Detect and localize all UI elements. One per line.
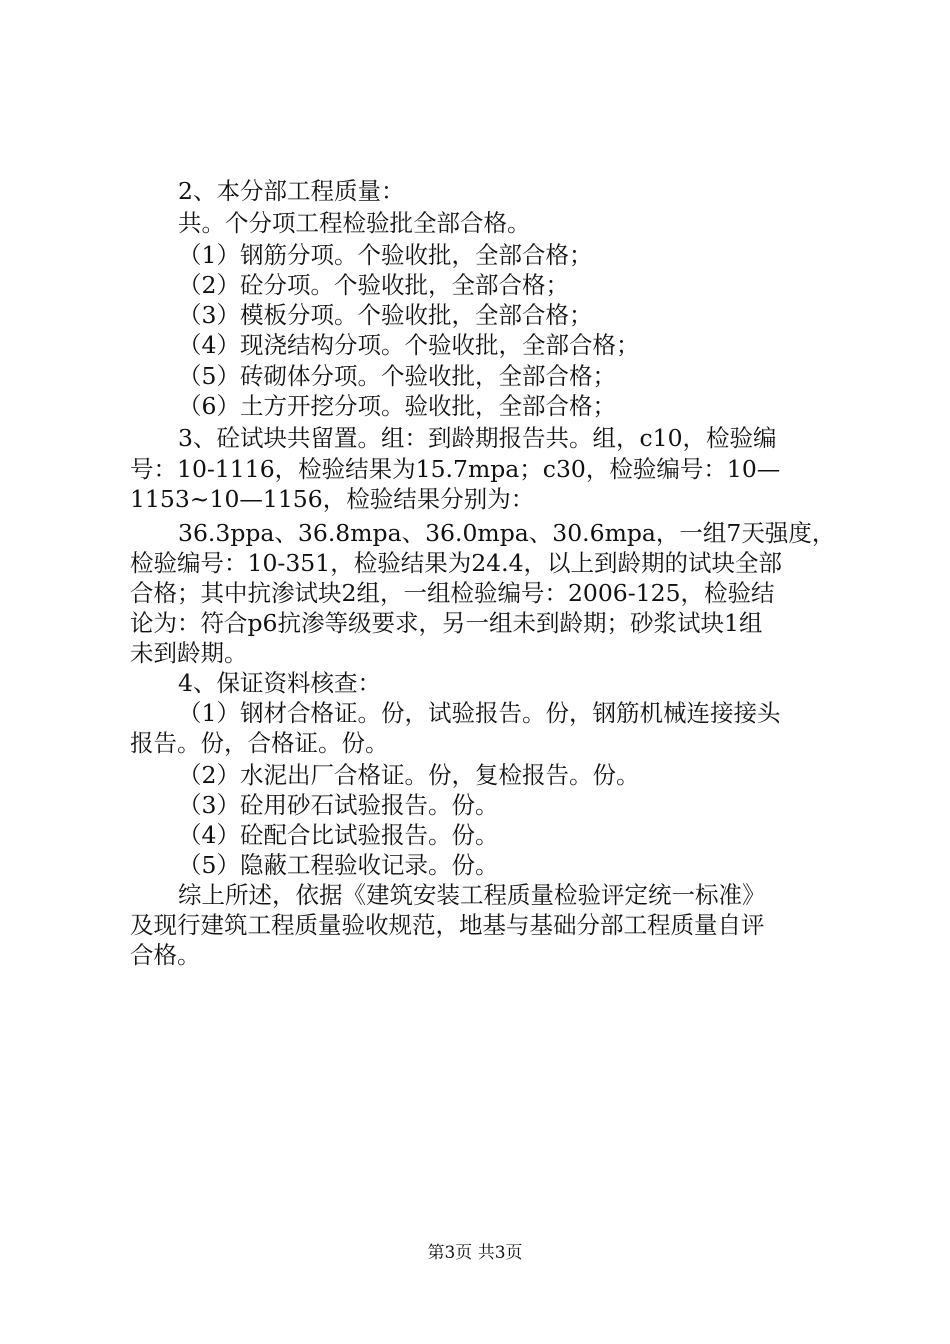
text-line: 合格。 <box>130 941 201 969</box>
text-line: 3、砼试块共留置。组：到龄期报告共。组，c10，检验编 <box>178 424 777 452</box>
text-line: 4、保证资料核查： <box>178 669 381 697</box>
text-line: （3）模板分项。个验收批，全部合格； <box>178 301 593 329</box>
text-line: （2）水泥出厂合格证。份，复检报告。份。 <box>178 761 640 789</box>
text-line: 共。个分项工程检验批全部合格。 <box>178 209 531 237</box>
text-line: （4）现浇结构分项。个验收批，全部合格； <box>178 331 640 359</box>
text-line: 未到龄期。 <box>130 639 248 667</box>
page-footer: 第3页 共3页 <box>427 1243 523 1263</box>
text-line: 报告。份，合格证。份。 <box>130 729 389 757</box>
text-line: 综上所述，依据《建筑安装工程质量检验评定统一标准》 <box>178 881 766 909</box>
text-line: 论为：符合p6抗渗等级要求，另一组未到龄期；砂浆试块1组 <box>130 609 763 637</box>
text-line: （6）土方开挖分项。验收批，全部合格； <box>178 392 616 420</box>
text-line: （3）砼用砂石试验报告。份。 <box>178 791 499 819</box>
text-line: 号：10-1116，检验结果为15.7mpa；c30，检验编号：10— <box>130 455 781 483</box>
text-line: 合格；其中抗渗试块2组，一组检验编号：2006-125，检验结 <box>130 579 775 607</box>
text-line: （5）砖砌体分项。个验收批，全部合格； <box>178 362 616 390</box>
text-line: （1）钢筋分项。个验收批，全部合格； <box>178 241 593 269</box>
text-line: （2）砼分项。个验收批，全部合格； <box>178 271 569 299</box>
text-line: （4）砼配合比试验报告。份。 <box>178 821 499 849</box>
text-line: 36.3ppa、36.8mpa、36.0mpa、30.6mpa，一组7天强度， <box>178 519 836 547</box>
text-line: 2、本分部工程质量： <box>178 177 405 205</box>
text-line: （5）隐蔽工程验收记录。份。 <box>178 851 499 879</box>
text-line: 及现行建筑工程质量验收规范，地基与基础分部工程质量自评 <box>130 911 765 939</box>
text-line: 1153~10—1156，检验结果分别为： <box>130 485 535 513</box>
text-line: （1）钢材合格证。份，试验报告。份，钢筋机械连接接头 <box>178 699 781 727</box>
text-line: 检验编号：10-351，检验结果为24.4，以上到龄期的试块全部 <box>130 549 783 577</box>
